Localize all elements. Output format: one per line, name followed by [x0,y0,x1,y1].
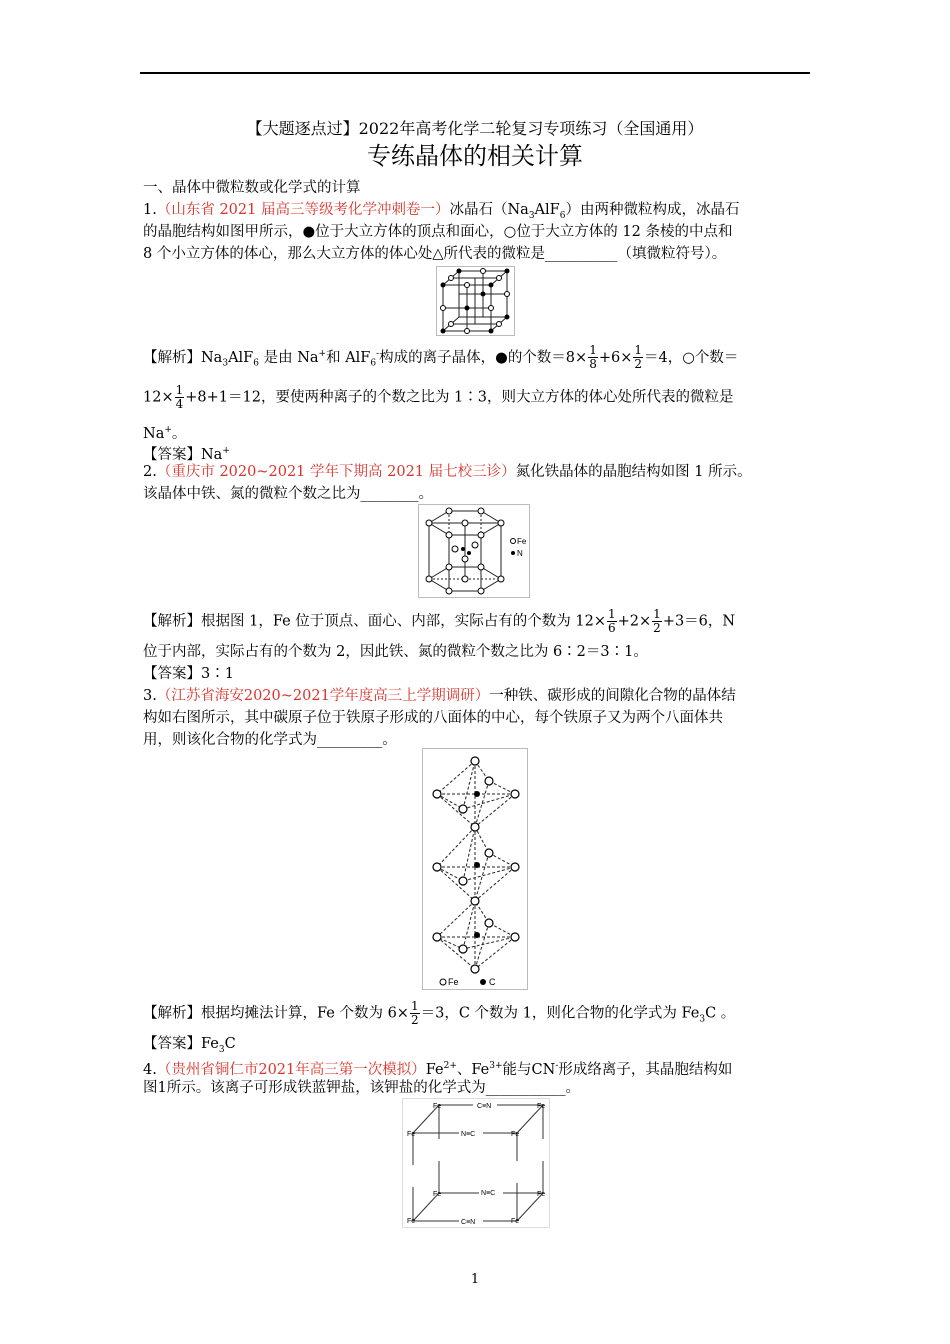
fraction: $\frac{1}{2}$ [634,343,642,372]
q1-line2: 的晶胞结构如图甲所示，●位于大立方体的顶点和面心，○位于大立方体的 12 条棱的中点和 [143,224,733,240]
fe-label: Fe [407,1131,416,1138]
nc-label: N≡C [461,1131,476,1138]
q2-line2: 该晶体中铁、氮的微粒个数之比为________。 [143,486,433,502]
q3-line2: 构如右图所示，其中碳原子位于铁原子形成的八面体的中心，每个铁原子又为两个八面体共 [143,710,723,726]
fe-label: Fe [433,1191,442,1198]
open-circle-icon: ○ [682,349,695,366]
figure-prussian-blue-cell [402,1098,550,1228]
fraction: $\frac{1}{2}$ [653,607,661,635]
cn-label: C≡N [461,1219,476,1226]
legend-fe: Fe [448,977,459,987]
filled-circle-icon: ● [302,224,316,240]
doc-subtitle: 专练晶体的相关计算 [367,142,583,170]
figure-cryolite-cell [436,266,515,336]
fe-label: Fe [433,1103,442,1110]
nc-label: N≡C [481,1190,496,1197]
q1-answer: 【答案】Na+ [143,446,230,463]
open-circle-icon: ○ [503,224,517,240]
q4-line2: 图1所示。该离子可形成铁蓝钾盐，该钾盐的化学式为___________。 [143,1080,580,1096]
doc-title: 【大题逐点过】2022年高考化学二轮复习专项练习（全国通用） [246,119,704,138]
figure-iron-carbide-octahedra [422,748,528,990]
fe-label: Fe [537,1103,546,1110]
legend-fe: Fe [517,537,527,546]
q1-analysis-line2: 12× $\frac{1}{4}$ +8+1＝12，要使两种离子的个数之比为 1∶3，则大立方体的体心处所代表的微粒是 [143,383,734,411]
fraction: $\frac{1}{8}$ [589,343,597,372]
q2-analysis-line1: 【解析】根据图 1，Fe 位于顶点、面心、内部，实际占有的个数为 12× $\frac{1}{6}$ +2× $\frac{1}{2}$ +3＝6，N [143,607,736,635]
q2-analysis-line2: 位于内部，实际占有的个数为 2，因此铁、氮的微粒个数之比为 6∶2＝3∶1。 [143,644,648,660]
fraction: $\frac{1}{6}$ [608,607,616,635]
fraction: $\frac{1}{2}$ [410,999,419,1027]
fe-label: Fe [407,1218,416,1225]
section-heading: 一、晶体中微粒数或化学式的计算 [143,180,361,196]
q1-analysis-line1: 【解析】$Na_3AlF_6$ 是由 Na+和 AlF$_6$-构成的离子晶体，●的个数＝8× $\frac{1}{8}$ +6× $\frac{1}{2}$ ＝4，○个数＝ [143,343,739,372]
q3-analysis: 【解析】根据均摊法计算，Fe 个数为 6× $\frac{1}{2}$ ＝3，C 个数为 1，则化合物的化学式为 $Fe_3C$ 。 [143,999,736,1027]
q1-analysis-line3: Na+。 [143,425,187,442]
q1-line1: 1.（山东省 2021 届高三等级考化学冲刺卷一）冰晶石$(Na_3AlF_6)$由两种微粒构成，冰晶石 [143,202,740,221]
header-rule [140,72,810,74]
q2-answer: 【答案】3∶1 [143,666,234,682]
q3-line3: 用，则该化合物的化学式为_________。 [143,732,397,748]
q3-line1: 3.（江苏省海安2020~2021学年度高三上学期调研）一种铁、碳形成的间隙化合物的晶体结 [143,688,736,704]
cn-label: C≡N [477,1103,492,1110]
q1-line3: 8 个小立方体的体心，那么大立方体的体心处△所代表的微粒是__________（填微粒符号）。 [143,246,727,262]
fe-label: Fe [537,1191,546,1198]
legend-c: C [489,977,496,987]
fe-label: Fe [511,1218,520,1225]
q4-line1: 4.（贵州省铜仁市2021年高三第一次模拟）$Fe^{2+}$、$Fe^{3+}$能与CN-形成络离子，其晶胞结构如 [143,1061,733,1078]
q2-line1: 2.（重庆市 2020~2021 学年下期高 2021 届七校三诊）氮化铁晶体的晶胞结构如图 1 所示。 [143,464,752,480]
page-number: 1 [470,1272,480,1287]
figure-iron-nitride-cell [418,504,530,598]
fe-label: Fe [511,1131,520,1138]
fraction: $\frac{1}{4}$ [175,383,184,411]
legend-n: N [517,549,523,558]
filled-circle-icon: ● [495,349,508,366]
q3-answer: 【答案】$Fe_3C$ [143,1036,236,1055]
